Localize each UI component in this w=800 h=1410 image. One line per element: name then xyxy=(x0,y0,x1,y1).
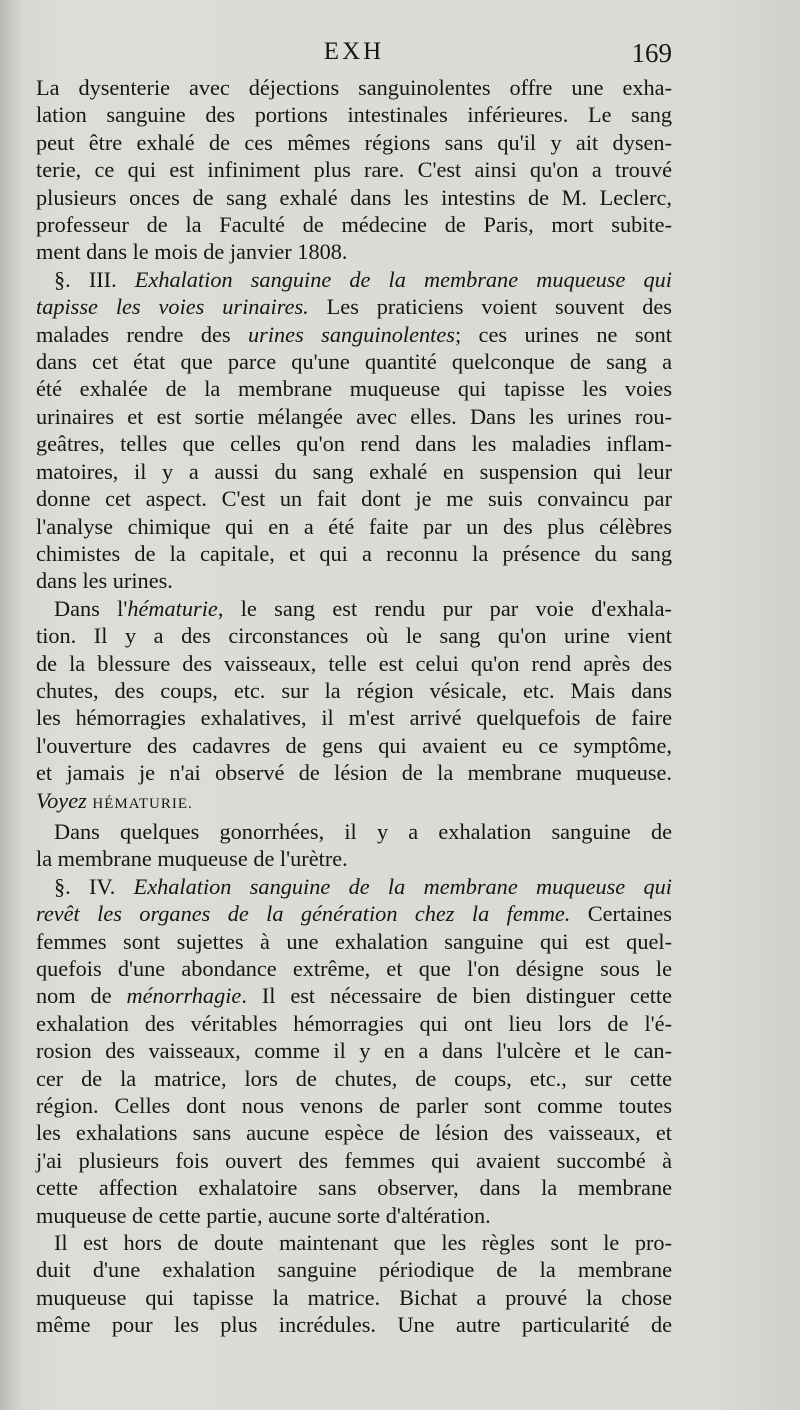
text-line: urinaires et est sortie mélangée avec elles. Dans les urines rou- xyxy=(36,403,672,429)
text-line: Il est hors de doute maintenant que les règles sont le pro- xyxy=(54,1230,672,1256)
running-head: EXH xyxy=(323,38,385,65)
text-line: exhalation des véritables hémorragies qui ont lieu lors de l'é- xyxy=(36,1010,672,1036)
text-line: été exhalée de la membrane muqueuse qui tapisse les voies xyxy=(36,376,672,402)
text-line: femmes sont sujettes à une exhalation sanguine qui est quel- xyxy=(36,928,672,954)
text-line: l'analyse chimique qui en a été faite par un des plus célèbres xyxy=(36,513,672,539)
text-segment: HÉMATURIE. xyxy=(92,795,193,812)
text-line xyxy=(36,900,672,927)
text-line xyxy=(36,321,672,348)
text-segment: nom de xyxy=(36,983,127,1009)
text-line xyxy=(36,293,672,320)
text-segment: ; ces urines ne sont xyxy=(454,321,673,347)
text-line: chutes, des coups, etc. sur la région vésicale, etc. Mais dans xyxy=(36,677,672,703)
text-line: La dysenterie avec déjections sanguinolentes offre une exha- xyxy=(36,75,672,100)
text-line: terie, ce qui est infiniment plus rare. C'est ainsi qu'on a trouvé xyxy=(36,157,672,183)
text-line: dans les urines. xyxy=(36,568,173,594)
text-line: même pour les plus incrédules. Une autre particularité de xyxy=(36,1312,672,1338)
text-segment: . Il est nécessaire de bien distinguer cette xyxy=(241,983,672,1009)
italic-text: hématurie xyxy=(127,595,218,621)
text-segment: Les praticiens voient souvent des xyxy=(308,294,672,320)
text-line: région. Celles dont nous venons de parler sont comme toutes xyxy=(36,1093,672,1119)
italic-text: urines sanguinolentes xyxy=(248,321,455,347)
text-line: tion. Il y a des circonstances où le sang qu'on urine vient xyxy=(36,623,672,649)
text-line: plusieurs onces de sang exhalé dans les intestins de M. Leclerc, xyxy=(36,184,672,210)
italic-text: Exhalation sanguine de la membrane muqueuse qui xyxy=(134,266,672,292)
text-line: quefois d'une abondance extrême, et que l'on désigne sous le xyxy=(36,956,672,981)
text-segment: malades rendre des xyxy=(36,321,248,347)
page-header xyxy=(36,38,672,72)
italic-text: Voyez xyxy=(36,787,87,813)
text-line xyxy=(36,873,672,900)
text-segment: , le sang est rendu pur par voie d'exhala- xyxy=(217,595,672,621)
text-line: dans cet état que parce qu'une quantité quelconque de sang a xyxy=(36,349,672,375)
text-line: ment dans le mois de janvier 1808. xyxy=(36,239,348,265)
text-line: muqueuse de cette partie, aucune sorte d'altération. xyxy=(36,1202,491,1228)
text-segment: Certaines xyxy=(570,901,672,927)
text-line: cer de la matrice, lors de chutes, de coups, etc., sur cette xyxy=(36,1065,672,1091)
text-line: donne cet aspect. C'est un fait dont je me suis convaincu par xyxy=(36,486,672,512)
text-line: les hémorragies exhalatives, il m'est arrivé quelquefois de faire xyxy=(36,705,672,731)
text-line: et jamais je n'ai observé de lésion de la membrane muqueuse. xyxy=(36,760,672,786)
text-line: lation sanguine des portions intestinales inférieures. Le sang xyxy=(36,102,672,128)
text-line: geâtres, telles que celles qu'on rend dans les maladies inflam- xyxy=(36,431,672,457)
italic-text: Exhalation sanguine de la membrane muqueuse qui xyxy=(133,873,672,899)
text-line: duit d'une exhalation sanguine périodique de la membrane xyxy=(36,1257,672,1283)
text-line: la membrane muqueuse de l'urètre. xyxy=(36,846,348,872)
italic-text: revêt les organes de la génération chez la femme. xyxy=(36,901,571,927)
text-line: rosion des vaisseaux, comme il y en a dans l'ulcère et le can- xyxy=(36,1038,672,1064)
text-segment: §. III. xyxy=(54,266,135,292)
text-line xyxy=(36,982,672,1009)
text-line: l'ouverture des cadavres de gens qui avaient eu ce symptôme, xyxy=(36,732,672,758)
italic-text: ménorrhagie xyxy=(126,983,242,1009)
text-line: Dans quelques gonorrhées, il y a exhalation sanguine de xyxy=(54,818,672,844)
text-line: chimistes de la capitale, et qui a reconnu la présence du sang xyxy=(36,540,672,566)
text-line: les exhalations sans aucune espèce de lésion des vaisseaux, et xyxy=(36,1120,672,1146)
text-line: cette affection exhalatoire sans observer, dans la membrane xyxy=(36,1175,672,1201)
text-line: matoires, il y a aussi du sang exhalé en suspension qui leur xyxy=(36,458,672,484)
text-line: peut être exhalé de ces mêmes régions sans qu'il y ait dysen- xyxy=(36,129,672,155)
italic-text: tapisse les voies urinaires. xyxy=(36,294,309,320)
text-line xyxy=(36,595,672,622)
body-text xyxy=(36,74,672,1339)
text-line: professeur de la Faculté de médecine de Paris, mort subite- xyxy=(36,212,672,238)
text-line xyxy=(36,266,672,293)
text-line: muqueuse qui tapisse la matrice. Bichat a prouvé la chose xyxy=(36,1284,672,1310)
text-segment: Dans l' xyxy=(54,595,128,621)
text-segment: §. IV. xyxy=(54,873,134,899)
text-line: de la blessure des vaisseaux, telle est celui qu'on rend après des xyxy=(36,650,672,676)
text-line: j'ai plusieurs fois ouvert des femmes qui avaient succombé à xyxy=(36,1147,672,1173)
text-line xyxy=(36,787,672,818)
page-number: 169 xyxy=(631,38,672,68)
